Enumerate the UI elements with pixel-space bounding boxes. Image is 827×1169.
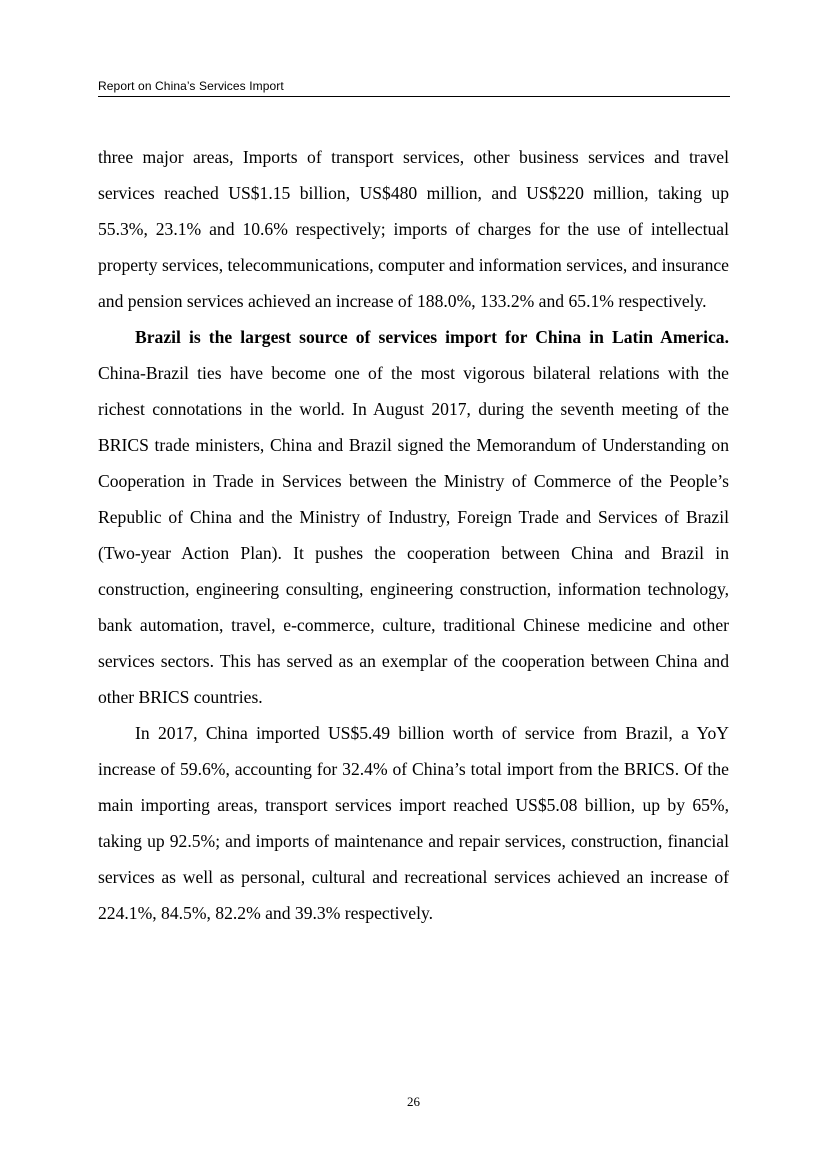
running-header xyxy=(98,78,730,97)
paragraph-continued: three major areas, Imports of transport services, other business services and travel services reached US$1.15 billion, US$480 million, and US$220 million, taking up 55.3%, 23.1% and 10.6% respectively; imports of charges for the use of intellectual property services, telecommunications, computer and information services, and insurance and pension services achieved an increase of 188.0%, 133.2% and 65.1% respectively. xyxy=(98,147,729,311)
running-header-title: Report on China’s Services Import xyxy=(98,79,284,93)
paragraph-lead-heading: Brazil is the largest source of services import for China in Latin America. xyxy=(135,327,729,347)
paragraph-brazil-2017: In 2017, China imported US$5.49 billion worth of service from Brazil, a YoY increase of 59.6%, accounting for 32.4% of China’s total import from the BRICS. Of the main importing areas, transport services import reached US$5.08 billion, up by 65%, taking up 92.5%; and imports of maintenance and repair services, construction, financial services as well as personal, cultural and recreational services achieved an increase of 224.1%, 84.5%, 82.2% and 39.3% respectively. xyxy=(98,723,729,923)
report-body xyxy=(98,139,729,931)
page-number: 26 xyxy=(407,1094,420,1109)
paragraph-brazil-intro xyxy=(98,319,729,715)
paragraph-brazil-text: China-Brazil ties have become one of the most vigorous bilateral relations with the richest connotations in the world. In August 2017, during the seventh meeting of the BRICS trade ministers, China and Brazil signed the Memorandum of Understanding on Cooperation in Trade in Services between the Ministry of Commerce of the People’s Republic of China and the Ministry of Industry, Foreign Trade and Services of Brazil (Two-year Action Plan). It pushes the cooperation between China and Brazil in construction, engineering consulting, engineering construction, information technology, bank automation, travel, e-commerce, culture, traditional Chinese medicine and other services sectors. This has served as an exemplar of the cooperation between China and other BRICS countries. xyxy=(98,363,729,707)
